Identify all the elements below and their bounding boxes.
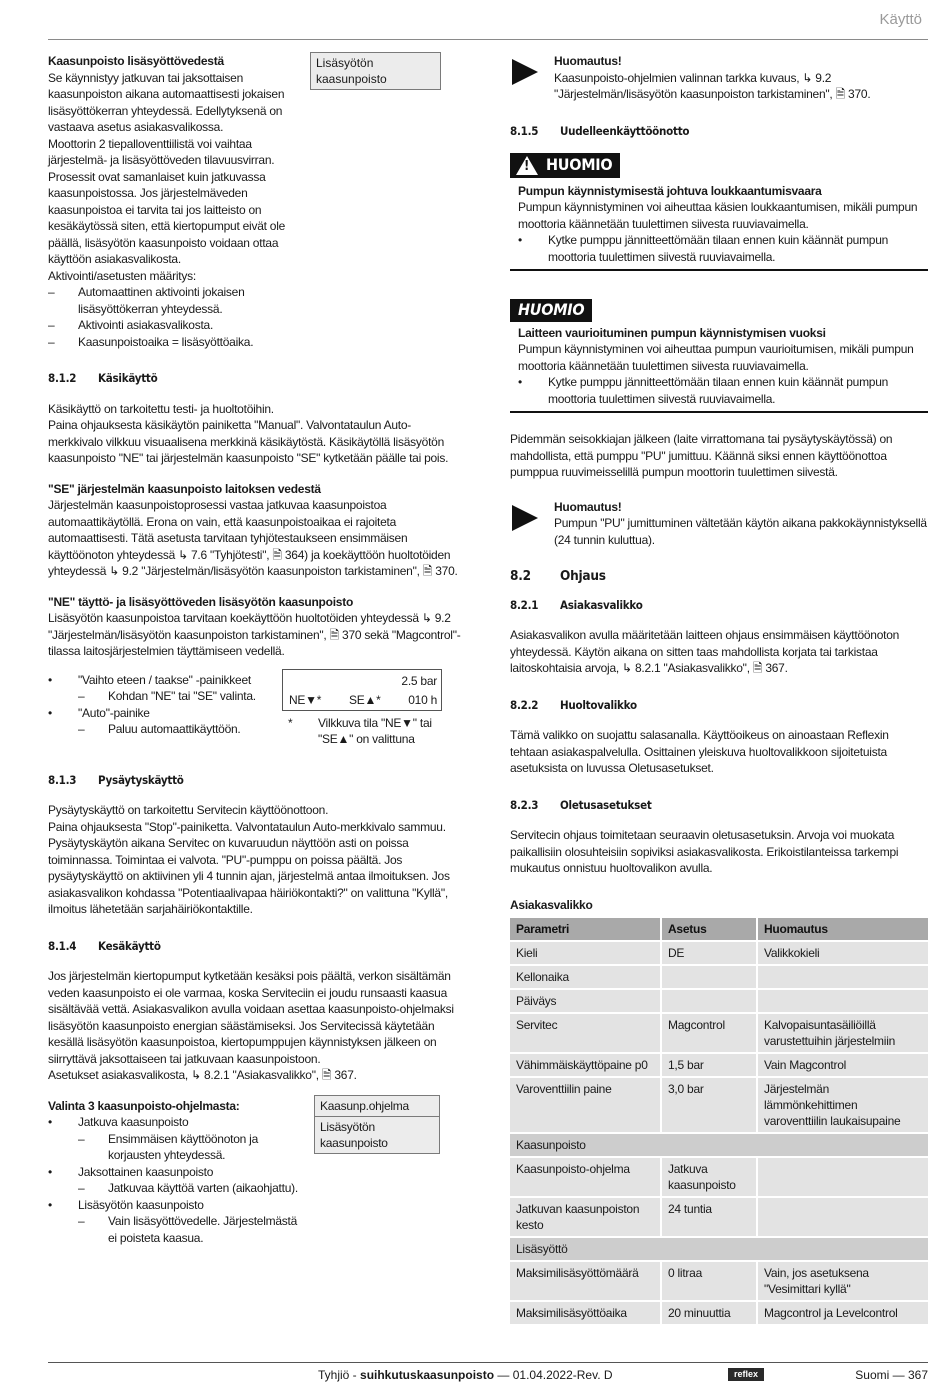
arrow-icon [512, 505, 538, 531]
section-title-lisasyotto: Kaasunpoisto lisäsyöttövedestä [48, 54, 224, 68]
paragraph: Asiakasvalikon avulla määritetään laitteen ohjaus ensimmäisen käyttöönoton yhteydessä. Käytön aikana on sitten taas mahdollista korjata tai tarkistaa laitoskohtaisia arvoja, ↳ 8.2.1 "Asiakasvalikko", 🗎 367. [510, 628, 900, 675]
reflex-logo: reflex [728, 1368, 764, 1381]
program-menu-box: Kaasunp.ohjelma Lisäsyötön kaasunpoisto [314, 1095, 440, 1154]
list-item: • "Auto"-painike [48, 705, 150, 720]
table-row [510, 1158, 928, 1196]
heading-8-2-2: 8.2.2 Huoltovalikko [510, 697, 637, 712]
warning-triangle-icon [516, 156, 538, 175]
right-column [510, 53, 928, 1326]
heading-8-2: 8.2 Ohjaus [510, 568, 606, 584]
list-item: – Kaasunpoistoaika = lisäsyöttöaika. [48, 334, 254, 349]
program-list [48, 1114, 298, 1246]
arrow-icon [512, 59, 538, 85]
table-cell: Valikkokieli [758, 942, 928, 964]
table-cell [758, 1198, 928, 1236]
warning-block: ! HUOMIO Pumpun käynnistymisestä johtuva loukkaantumisvaara Pumpun käynnistyminen voi aiheuttaa käsien loukkaantumisen, mikäli pumpun moottoria käännetään tuulettimen siivesta ruuviavaimella. • Kytke pumppu jännitteettömään tilaan ennen kuin käännät pumpun moottoria tuulettimen siivestä ruuviavaimella. [510, 153, 928, 271]
table-row [510, 942, 928, 964]
paragraph: Servitecin ohjaus toimitetaan seuraavin oletusasetuksin. Arvoja voi muokata paikallisiin olosuhteisiin sopiviksi asiakasvalikosta. Erikoistilanteissa tarkempi mukautus onnistuu huoltovalikon avulla. [510, 828, 899, 875]
ne-controls-block [48, 672, 462, 752]
lcd-hours: 010 h [408, 692, 437, 707]
list-item: – Kohdan "NE" tai "SE" valinta. [78, 689, 256, 703]
page-number: Suomi — 367 [855, 1368, 928, 1382]
section-cell: Kaasunpoisto [510, 1134, 928, 1156]
table-row [510, 1302, 928, 1324]
notice-block: HUOMIO Laitteen vaurioituminen pumpun käynnistymisen vuoksi Pumpun käynnistyminen voi aiheuttaa pumpun vaurioitumisen, mikäli pumpun moottoria käännetään tuulettimen siivesta ruuviavaimella. • Kytke pumppu jännitteettömään tilaan ennen kuin käännät pumpun moottoria tuulettimen siivestä ruuviavaimella. [510, 299, 928, 413]
table-cell: Kalvopaisuntasäiliöillä varustettuihin järjestelmiin [758, 1014, 928, 1052]
paragraph: Se käynnistyy jatkuvan tai jaksottaisen kaasunpoiston aikana automaattisesti jokaisen lisäsyöttökerran yhteydessä. Edellytyksenä on vastaava asetus asiakasvalikossa. [48, 70, 285, 134]
lcd-footnote: * Vilkkuva tila "NE▼" tai "SE▲" on valittuna [288, 715, 432, 746]
lcd-ne: NE▼* [289, 692, 322, 707]
table-cell [758, 1158, 928, 1196]
paragraph: Tämä valikko on suojattu salasanalla. Käyttöoikeus on ainoastaan Reflexin tehtaan asiakaspalvelulla. Osittainen yleiskuva huoltovalikkoon sijoitetuista asetuksista on luvussa Oletusasetukset. [510, 728, 889, 775]
table-section-row [510, 1238, 928, 1260]
list-item: – Jatkuvaa käyttöä varten (aikaohjattu). [78, 1181, 298, 1195]
page-footer [48, 1362, 928, 1384]
list-item: • Kytke pumppu jännitteettömään tilaan ennen kuin käännät pumpun moottoria tuulettimen siivestä ruuviavaimella. [518, 375, 889, 406]
table-cell: Magcontrol [662, 1014, 756, 1052]
warning-banner: ! HUOMIO [510, 153, 620, 178]
heading-8-2-1: 8.2.1 Asiakasvalikko [510, 597, 643, 612]
paragraph: Paina ohjauksesta käsikäytön painiketta "Manual". Valvontataulun Auto-merkkivalo vilkkuu visuaalisena merkkinä käsikäytöstä. Käsikäytöllä lisäsyötön kaasunpoisto "NE" tai järjestelmän kaasunpoisto "SE" kytketään päälle tai pois. [48, 418, 449, 465]
lcd-pressure: 2.5 bar [401, 673, 437, 688]
heading-8-2-3: 8.2.3 Oletusasetukset [510, 797, 652, 812]
table-cell [758, 966, 928, 988]
list-item: • Lisäsyötön kaasunpoisto [48, 1197, 204, 1212]
chapter-title: Käyttö [879, 11, 922, 28]
table-cell: DE [662, 942, 756, 964]
table-cell: Jatkuvan kaasunpoiston kesto [510, 1198, 660, 1236]
table-cell: 1,5 bar [662, 1054, 756, 1076]
table-cell: 0 litraa [662, 1262, 756, 1300]
paragraph: Aktivointi/asetusten määritys: [48, 268, 196, 283]
table-cell: 24 tuntia [662, 1198, 756, 1236]
heading-8-1-2: 8.1.2 Käsikäyttö [48, 371, 158, 385]
menu-box-lisasyotto: Lisäsyötön kaasunpoisto [310, 52, 441, 90]
column-header: Huomautus [758, 918, 928, 940]
paragraph: Pidemmän seisokkiajan jälkeen (laite virrattomana tai pysäytyskäytössä) on mahdollista, että pumppu "PU" jumittuu. Käännä siksi ennen käyttöönottoa pumppua ruuvimeisselillä pumpun moottorin tuulettimen siivestä. [510, 432, 893, 479]
table-title: Asiakasvalikko [510, 897, 593, 912]
table-cell: Servitec [510, 1014, 660, 1052]
list-item: – Paluu automaattikäyttöön. [78, 722, 241, 736]
list-item: • Kytke pumppu jännitteettömään tilaan ennen kuin käännät pumpun moottoria tuulettimen siivestä ruuviavaimella. [518, 233, 889, 264]
lcd-se: SE▲* [349, 692, 381, 707]
list-item: • Jatkuva kaasunpoisto [48, 1115, 189, 1129]
heading-8-1-5: 8.1.5 Uudelleenkäyttöönotto [510, 123, 690, 138]
notice-banner: HUOMIO [510, 299, 592, 322]
table-row [510, 1014, 928, 1052]
left-column [48, 53, 462, 1246]
note-box: Huomautus! Pumpun "PU" jumittuminen vältetään käytön aikana pakkokäynnistyksellä (24 tunnin kuluttua). [510, 499, 928, 549]
list-item: • Jaksottainen kaasunpoisto [48, 1164, 214, 1179]
table-row [510, 1198, 928, 1236]
paragraph: Jos järjestelmän kiertopumput kytketään kesäksi pois päältä, verkon sisältämän veden kaasunpoisto ei ole varmaa, koska Serviteciin ei joudu runsaasti kaasua sisältävää vettä. Asiakasvalikon avulla voidaan asettaa kaasunpoisto-ohjelmaksi lisäsyötön kaasunpoisto energian säästämiseksi. Jos Servitecissä käytetään kesällä lisäsyötön kaasunpoistoa, kiertopumppujen käynnistyksen jälkeen on siirryttävä jaksottaiseen tai jatkuvaan kaasunpoistoon. [48, 969, 454, 1066]
paragraph: Järjestelmän kaasunpoistoprosessi vastaa jatkuvaa kaasunpoistoa automaattikäytöllä. Erona on vain, että kaasunpoistoaikaa ei rajoiteta automaattisesti. Tätä asetusta tarvitaan tyhjötestaukseen ensimmäisen käyttöönoton yhteydessä ↳ 7.6 "Tyhjötesti", 🗎 364) ja koekäyttöön huoltotöiden yhteydessä ↳ 9.2 "Järjestelmän/lisäsyötön kaasunpoiston tarkistaminen", 🗎 370. [48, 498, 458, 578]
table-row [510, 966, 928, 988]
table-cell: Maksimilisäsyöttömäärä [510, 1262, 660, 1300]
list-item: • "Vaihto eteen / taakse" -painikkeet [48, 672, 251, 687]
table-cell: Kaasunpoisto-ohjelma [510, 1158, 660, 1196]
table-cell: Varoventtiilin paine [510, 1078, 660, 1132]
table-cell [662, 966, 756, 988]
subheading-valinta: Valinta 3 kaasunpoisto-ohjelmasta: [48, 1098, 240, 1113]
paragraph: Paina ohjauksesta "Stop"-painiketta. Valvontataulun Auto-merkkivalo sammuu. Pysäytyskäytön aikana Servitec on kuvaruudun näyttöön asti on poissa toiminnassa. Toimintaa ei valvota. "PU"-pumppu on poissa päältä. Jos pysäytyskäyttö on aktiivinen yli 4 tunnin ajan, järjestelmä antaa ilmoituksen. Jos asiakasvalikon kohdassa "Potentiaalivapaa häiriökontakti?" on valittuna "Kyllä", ilmoitus lähetetään sarjahäiriökontaktille. [48, 819, 450, 916]
list-item: – Vain lisäsyöttövedelle. Järjestelmästä ei poisteta kaasua. [78, 1214, 298, 1245]
page-header [48, 10, 928, 40]
table-row [510, 1078, 928, 1132]
activation-list [48, 284, 298, 350]
paragraph: Käsikäyttö on tarkoitettu testi- ja huoltotöihin. [48, 401, 274, 416]
paragraph: Asetukset asiakasvalikosta, ↳ 8.2.1 "Asiakasvalikko", 🗎 367. [48, 1068, 357, 1082]
table-cell: Päiväys [510, 990, 660, 1012]
table-cell: Vain, jos asetuksena "Vesimittari kyllä" [758, 1262, 928, 1300]
section-cell: Lisäsyöttö [510, 1238, 928, 1260]
table-cell: 20 minuuttia [662, 1302, 756, 1324]
table-cell: Järjestelmän lämmönkehittimen varoventtiilin laukaisupaine [758, 1078, 928, 1132]
table-cell: Vain Magcontrol [758, 1054, 928, 1076]
list-item: – Automaattinen aktivointi jokaisen lisäsyöttökerran yhteydessä. [48, 285, 245, 316]
column-header: Parametri [510, 918, 660, 940]
table-section-row [510, 1134, 928, 1156]
table-cell: Jatkuva kaasunpoisto [662, 1158, 756, 1196]
table-row [510, 1054, 928, 1076]
subheading-se: "SE" järjestelmän kaasunpoisto laitoksen vedestä [48, 481, 321, 496]
table-cell: Maksimilisäsyöttöaika [510, 1302, 660, 1324]
note-box: Huomautus! Kaasunpoisto-ohjelmien valinnan tarkka kuvaus, ↳ 9.2 "Järjestelmän/lisäsyötön kaasunpoiston tarkistaminen", 🗎 370. [510, 53, 928, 103]
button-list [48, 672, 278, 738]
table-cell: Magcontrol ja Levelcontrol [758, 1302, 928, 1324]
table-row [510, 990, 928, 1012]
table-row [510, 1262, 928, 1300]
table-cell [662, 990, 756, 1012]
program-selection-block [48, 1098, 462, 1247]
column-header: Asetus [662, 918, 756, 940]
subheading-ne: "NE" täyttö- ja lisäsyöttöveden lisäsyötön kaasunpoisto [48, 594, 354, 609]
table-header-row [510, 918, 928, 940]
table-cell: Vähimmäiskäyttöpaine p0 [510, 1054, 660, 1076]
table-cell [758, 990, 928, 1012]
paragraph: Lisäsyötön kaasunpoistoa tarvitaan koekäyttöön huoltotöiden yhteydessä ↳ 9.2 "Järjestelmän/lisäsyötön kaasunpoiston tarkistaminen", 🗎 370 sekä "Magcontrol"-tilassa laitosjärjestelmien täyttämiseen vedellä. [48, 611, 461, 658]
paragraph: Pysäytyskäyttö on tarkoitettu Servitecin käyttöönottoon. [48, 803, 329, 817]
list-item: – Aktivointi asiakasvalikosta. [48, 318, 214, 332]
document-title: Tyhjiö - suihkutuskaasunpoisto — 01.04.2022-Rev. D [318, 1368, 613, 1382]
list-item: – Ensimmäisen käyttöönoton ja korjausten yhteydessä. [78, 1131, 258, 1162]
table-cell: Kellonaika [510, 966, 660, 988]
settings-table [508, 916, 930, 1326]
heading-8-1-4: 8.1.4 Kesäkäyttö [48, 938, 161, 953]
table-cell: 3,0 bar [662, 1078, 756, 1132]
heading-8-1-3: 8.1.3 Pysäytyskäyttö [48, 772, 184, 787]
lcd-display [282, 669, 442, 711]
table-cell: Kieli [510, 942, 660, 964]
paragraph: Moottorin 2 tiepalloventtiilistä voi vaihtaa järjestelmä- ja lisäsyöttöveden tilavuusvirran. Prosessit ovat samanlaiset kuin jatkuvassa kaasunpoistossa. Jos järjestelmäveden kaasunpoistoa ei tarvita tai jos laitteisto on kesäkäytössä siten, että kiertopumput eivät ole päällä, lisäsyötön kaasunpoisto voidaan ottaa käyttöön asiakasvalikosta. [48, 136, 286, 266]
